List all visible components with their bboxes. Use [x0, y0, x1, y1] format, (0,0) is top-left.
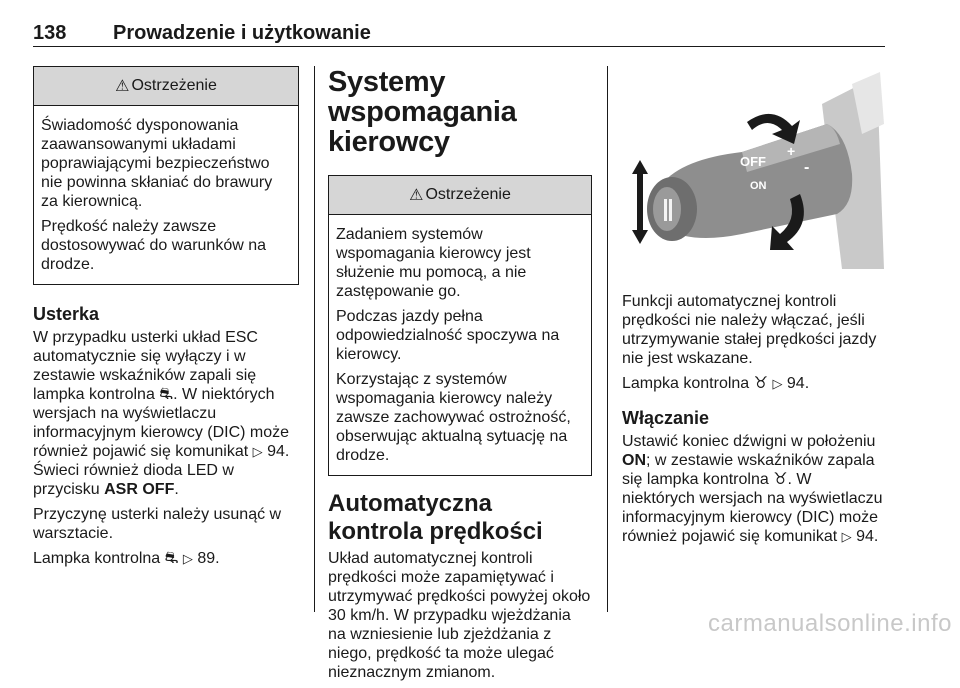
- column-divider: [314, 66, 315, 612]
- watermark: carmanualsonline.info: [708, 610, 952, 637]
- on-position-label: ON: [622, 452, 646, 469]
- warning-heading: Ostrzeżenie: [131, 77, 217, 94]
- warning-text: Prędkość należy zawsze dostosowywać do warunków na drodze.: [41, 218, 267, 273]
- page-number: 138: [33, 22, 67, 44]
- warning-icon: ⚠: [409, 187, 424, 204]
- cruise-control-lever-illustration: [622, 64, 886, 274]
- lamp-reference: Lampka kontrolna ⛐︎ ▷ 89.: [33, 550, 220, 567]
- plus-label: +: [787, 143, 796, 159]
- page-ref-arrow-icon: ▷: [772, 376, 783, 391]
- warning-box: [328, 175, 592, 476]
- column-3: [622, 292, 886, 552]
- lamp-reference: Lampka kontrolna ♉︎ ▷ 94.: [622, 375, 810, 392]
- page-ref-arrow-icon: ▷: [182, 551, 193, 566]
- warning-header: [329, 176, 591, 215]
- column-2: [328, 58, 592, 688]
- minus-label: -: [804, 159, 810, 176]
- warning-heading: Ostrzeżenie: [425, 186, 511, 203]
- warning-box: [33, 66, 299, 285]
- column-divider: [607, 66, 608, 612]
- page-ref-arrow-icon: ▷: [252, 444, 263, 459]
- arrow-up-icon: [747, 114, 800, 144]
- push-pull-arrow-icon: [632, 160, 648, 244]
- fault-paragraph: Przyczynę usterki należy usunąć w warsztacie.: [33, 506, 282, 542]
- section-heading-fault: Usterka: [33, 304, 100, 324]
- lever-end-icon: [664, 199, 667, 221]
- cruise-control-paragraph: Układ automatycznej kontroli prędkości może zapamiętywać i utrzymywać prędkości powyżej około 30 km/h. W przypadku wjeżdżania na wzniesienie lub zjeżdżania z niego, prędkość ta może ulegać nieznacznym zmianom.: [328, 550, 591, 681]
- page-title: Prowadzenie i użytkowanie: [113, 22, 371, 44]
- fault-paragraph: W przypadku usterki układ ESC automatycznie się wyłączy i w zestawie wskaźników zapali się lampka kontrolna ⛐︎. W niektórych wersjach na wyświetlaczu informacyjnym kierowcy (DIC) może również pojawić się komunikat ▷ 94. Świeci również dioda LED w przycisku ASR OFF.: [33, 329, 290, 498]
- cruise-control-lamp-icon: ♉︎: [753, 375, 768, 392]
- warning-text: Zadaniem systemów wspomagania kierowcy jest służenie mu pomocą, a nie zastępowanie go.: [336, 226, 531, 300]
- warning-text: Świadomość dysponowania zaawansowanymi układami poprawiającymi bezpieczeństwo nie powinna skłaniać do brawury za kierownicą.: [41, 117, 273, 210]
- warning-text: Podczas jazdy pełna odpowiedzialność spoczywa na kierowcy.: [336, 308, 560, 363]
- warning-text: Korzystając z systemów wspomagania kierowcy należy zawsze zachowywać ostrożność, obserwując aktualną sytuację na drodze.: [336, 371, 571, 464]
- esc-warning-lamp-icon: ⛐︎: [164, 550, 179, 567]
- page-ref-arrow-icon: ▷: [841, 529, 852, 544]
- page-header: [33, 10, 885, 47]
- column-1: [33, 58, 299, 574]
- on-label: ON: [750, 180, 767, 192]
- warning-header: [34, 67, 298, 106]
- asr-off-label: ASR OFF: [104, 481, 175, 498]
- enable-paragraph: Ustawić koniec dźwigni w położeniu ON; w zestawie wskaźników zapala się lampka kontrolna ♉︎. W niektórych wersjach na wyświetlaczu informacyjnym kierowcy (DIC) może również pojawić się komunikat ▷ 94.: [622, 433, 883, 545]
- cruise-control-lamp-icon: ♉︎: [773, 471, 788, 488]
- warning-icon: ⚠: [115, 78, 130, 95]
- esc-warning-lamp-icon: ⛐︎: [159, 386, 174, 403]
- off-label: OFF: [740, 154, 766, 169]
- section-heading-cruise-control: Automatyczna kontrola prędkości: [328, 490, 543, 545]
- section-title: Systemy wspomagania kierowcy: [328, 66, 517, 158]
- section-heading-enable: Włączanie: [622, 408, 710, 428]
- cruise-control-paragraph: Funkcji automatycznej kontroli prędkości nie należy włączać, jeśli utrzymywanie stałej prędkości jazdy nie jest wskazane.: [622, 293, 877, 367]
